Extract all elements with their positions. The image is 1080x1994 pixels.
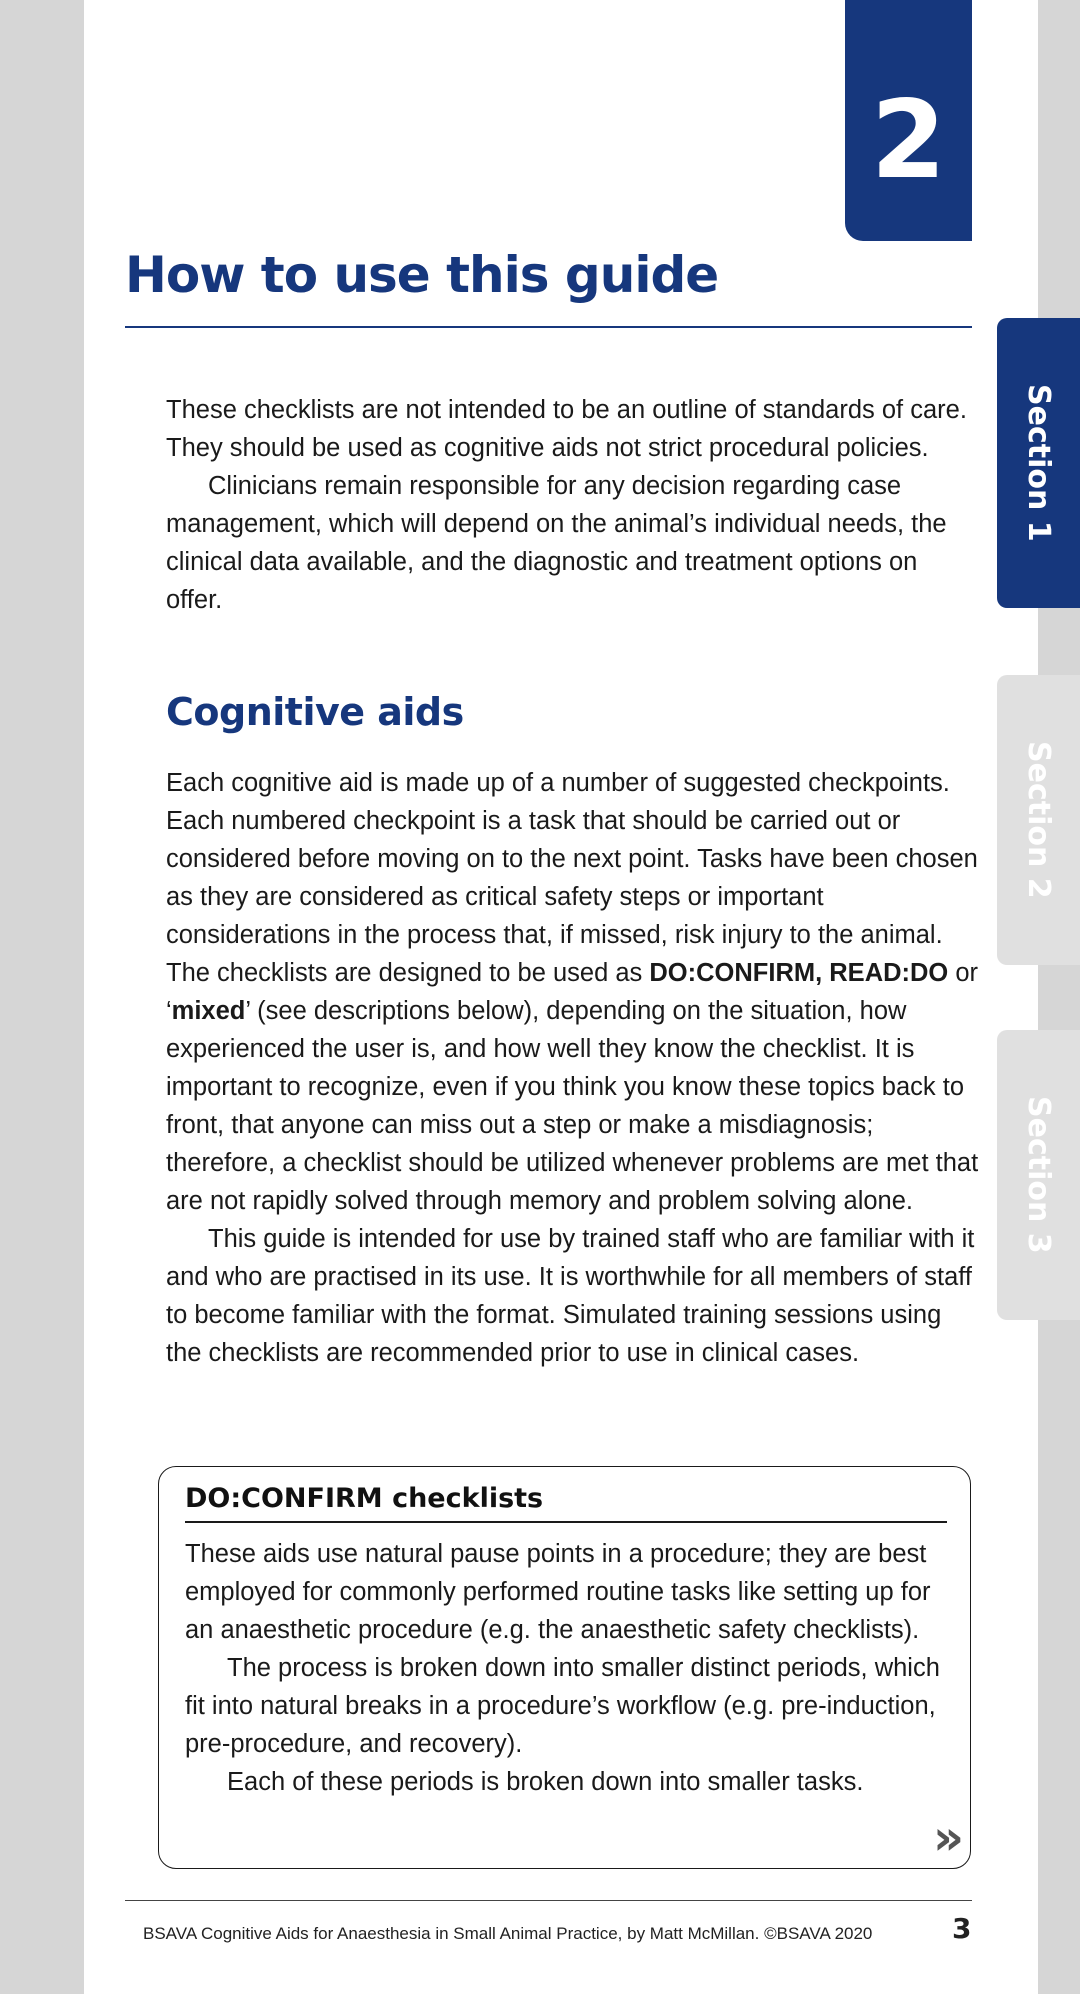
box-paragraph-3: Each of these periods is broken down into smaller tasks. [227, 1768, 864, 1796]
chapter-number-tab: 2 [845, 0, 972, 241]
cognitive-paragraph-1 [166, 764, 980, 1220]
page-title: How to use this guide [125, 246, 719, 304]
title-divider [125, 326, 972, 328]
intro-text [166, 391, 980, 619]
section-tab-2-label: Section 2 [1021, 741, 1056, 899]
section-tab-3-label: Section 3 [1021, 1096, 1056, 1254]
do-confirm-box [158, 1466, 971, 1869]
mixed-term: mixed [171, 997, 246, 1025]
section-tab-2[interactable] [997, 675, 1080, 965]
footer-divider [125, 1900, 972, 1901]
section-tab-1-label: Section 1 [1021, 384, 1056, 542]
section-tab-3[interactable] [997, 1030, 1080, 1320]
box-title: DO:CONFIRM checklists [185, 1483, 544, 1514]
section-tab-1[interactable] [997, 318, 1080, 608]
cognitive-paragraph-2: This guide is intended for use by trained staff who are familiar with it and who are practised in its use. It is worthwhile for all members of staff to become familiar with the format. Simulated training sessions using the checklists are recommended prior to use in clinical cases. [166, 1225, 975, 1367]
page-number: 3 [952, 1912, 972, 1945]
do-confirm-read-do-term: DO:CONFIRM, READ:DO [649, 959, 949, 987]
box-title-divider [185, 1521, 947, 1523]
intro-paragraph-2: Clinicians remain responsible for any decision regarding case management, which will depend on the animal’s individual needs, the clinical data available, and the diagnostic and treatment options on offer. [166, 472, 947, 614]
cognitive-p1-part-b: or ‘ [166, 959, 979, 1025]
box-text [185, 1535, 945, 1801]
footer-citation: BSAVA Cognitive Aids for Anaesthesia in Small Animal Practice, by Matt McMillan. ©BSAVA 2020 [143, 1924, 873, 1943]
box-paragraph-2: The process is broken down into smaller distinct periods, which fit into natural breaks in a procedure’s workflow (e.g. pre-induction, pre-procedure, and recovery). [185, 1654, 940, 1758]
intro-paragraph-1: These checklists are not intended to be an outline of standards of care. They should be used as cognitive aids not strict procedural policies. [166, 396, 967, 462]
box-paragraph-1: These aids use natural pause points in a procedure; they are best employed for commonly performed routine tasks like setting up for an anaesthetic procedure (e.g. the anaesthetic safety checklists). [185, 1540, 931, 1644]
cognitive-p1-part-c: ’ (see descriptions below), depending on the situation, how experienced the user is, and how well they know the checklist. It is important to recognize, even if you think you know these topics back to front, that anyone can miss out a step or make a misdiagnosis; therefore, a checklist should be utilized whenever problems are met that are not rapidly solved through memory and problem solving alone. [166, 997, 979, 1215]
cognitive-aids-heading: Cognitive aids [166, 690, 464, 734]
cognitive-aids-text [166, 764, 980, 1372]
cognitive-p1-part-a: Each cognitive aid is made up of a number of suggested checkpoints. Each numbered checkpoint is a task that should be carried out or considered before moving on to the next point. Tasks have been chosen as they are considered as critical safety steps or important considerations in the process that, if missed, risk injury to the animal. The checklists are designed to be used as [166, 769, 978, 987]
continue-arrow-icon[interactable]: » [932, 1810, 956, 1866]
